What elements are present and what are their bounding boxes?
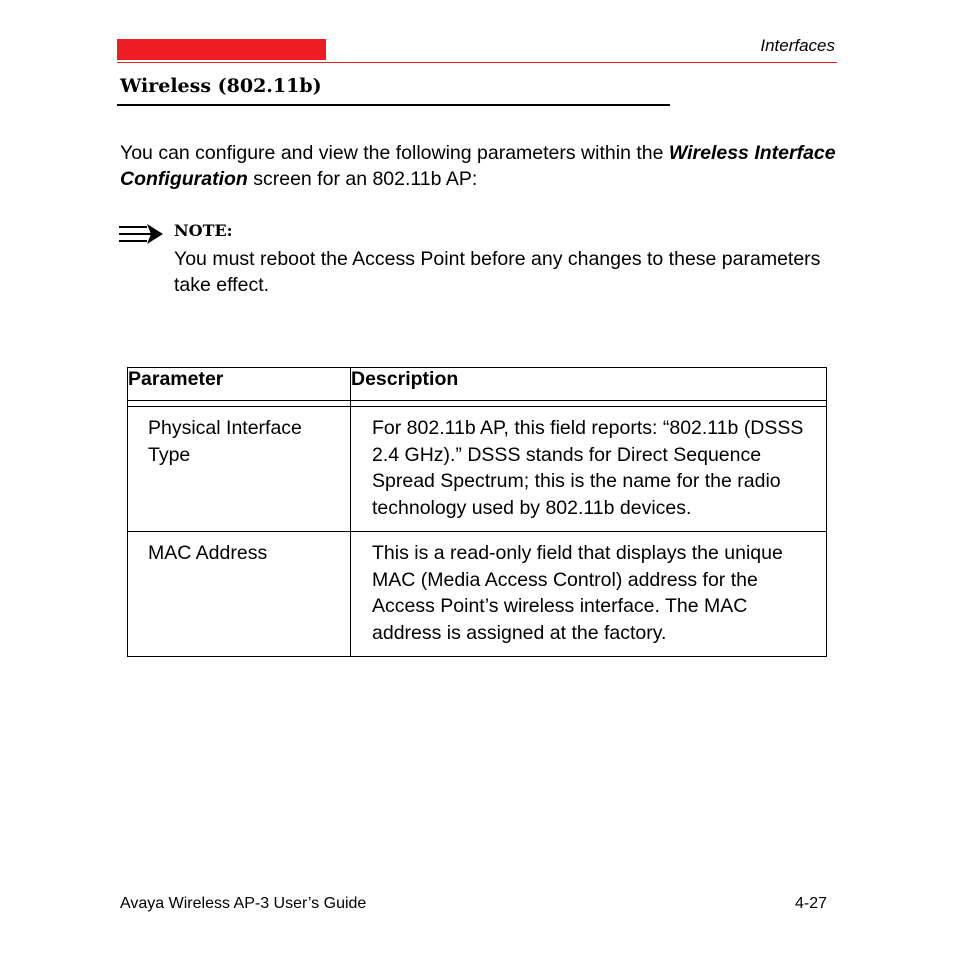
chapter-title: Interfaces	[760, 36, 835, 55]
column-header-description: Description	[351, 368, 827, 401]
note-text: You must reboot the Access Point before any changes to these parameters take effect.	[174, 248, 821, 296]
parameter-cell: MAC Address	[128, 532, 351, 657]
column-header-parameter: Parameter	[128, 368, 351, 401]
description-cell: This is a read-only field that displays the unique MAC (Media Access Control) address for the Access Point’s wireless interface. The MAC address is assigned at the factory.	[351, 532, 827, 657]
intro-text-after: screen for an 802.11b AP:	[247, 168, 478, 190]
section-title: Wireless (802.11b)	[120, 75, 322, 97]
header-rule	[117, 62, 837, 63]
note-arrow-icon	[117, 222, 165, 246]
screen-name: Wireless Interface Configuration	[120, 142, 836, 190]
footer-page-number: 4-27	[794, 895, 827, 912]
parameters-table	[127, 367, 827, 657]
table-header-row	[128, 368, 827, 401]
section-title-underline	[117, 104, 670, 106]
table-row	[128, 407, 827, 532]
table-row	[128, 532, 827, 657]
intro-text-before: You can configure and view the following parameters within the	[120, 142, 669, 164]
note-label: NOTE:	[174, 221, 233, 240]
footer-guide-title: Avaya Wireless AP-3 User’s Guide	[120, 895, 367, 912]
description-cell: For 802.11b AP, this field reports: “802.11b (DSSS 2.4 GHz).” DSSS stands for Direct Sequence Spread Spectrum; this is the name for the radio technology used by 802.11b devices.	[351, 407, 827, 532]
parameter-cell: Physical Interface Type	[128, 407, 351, 532]
intro-paragraph	[120, 140, 840, 192]
header-accent-bar	[117, 39, 326, 60]
